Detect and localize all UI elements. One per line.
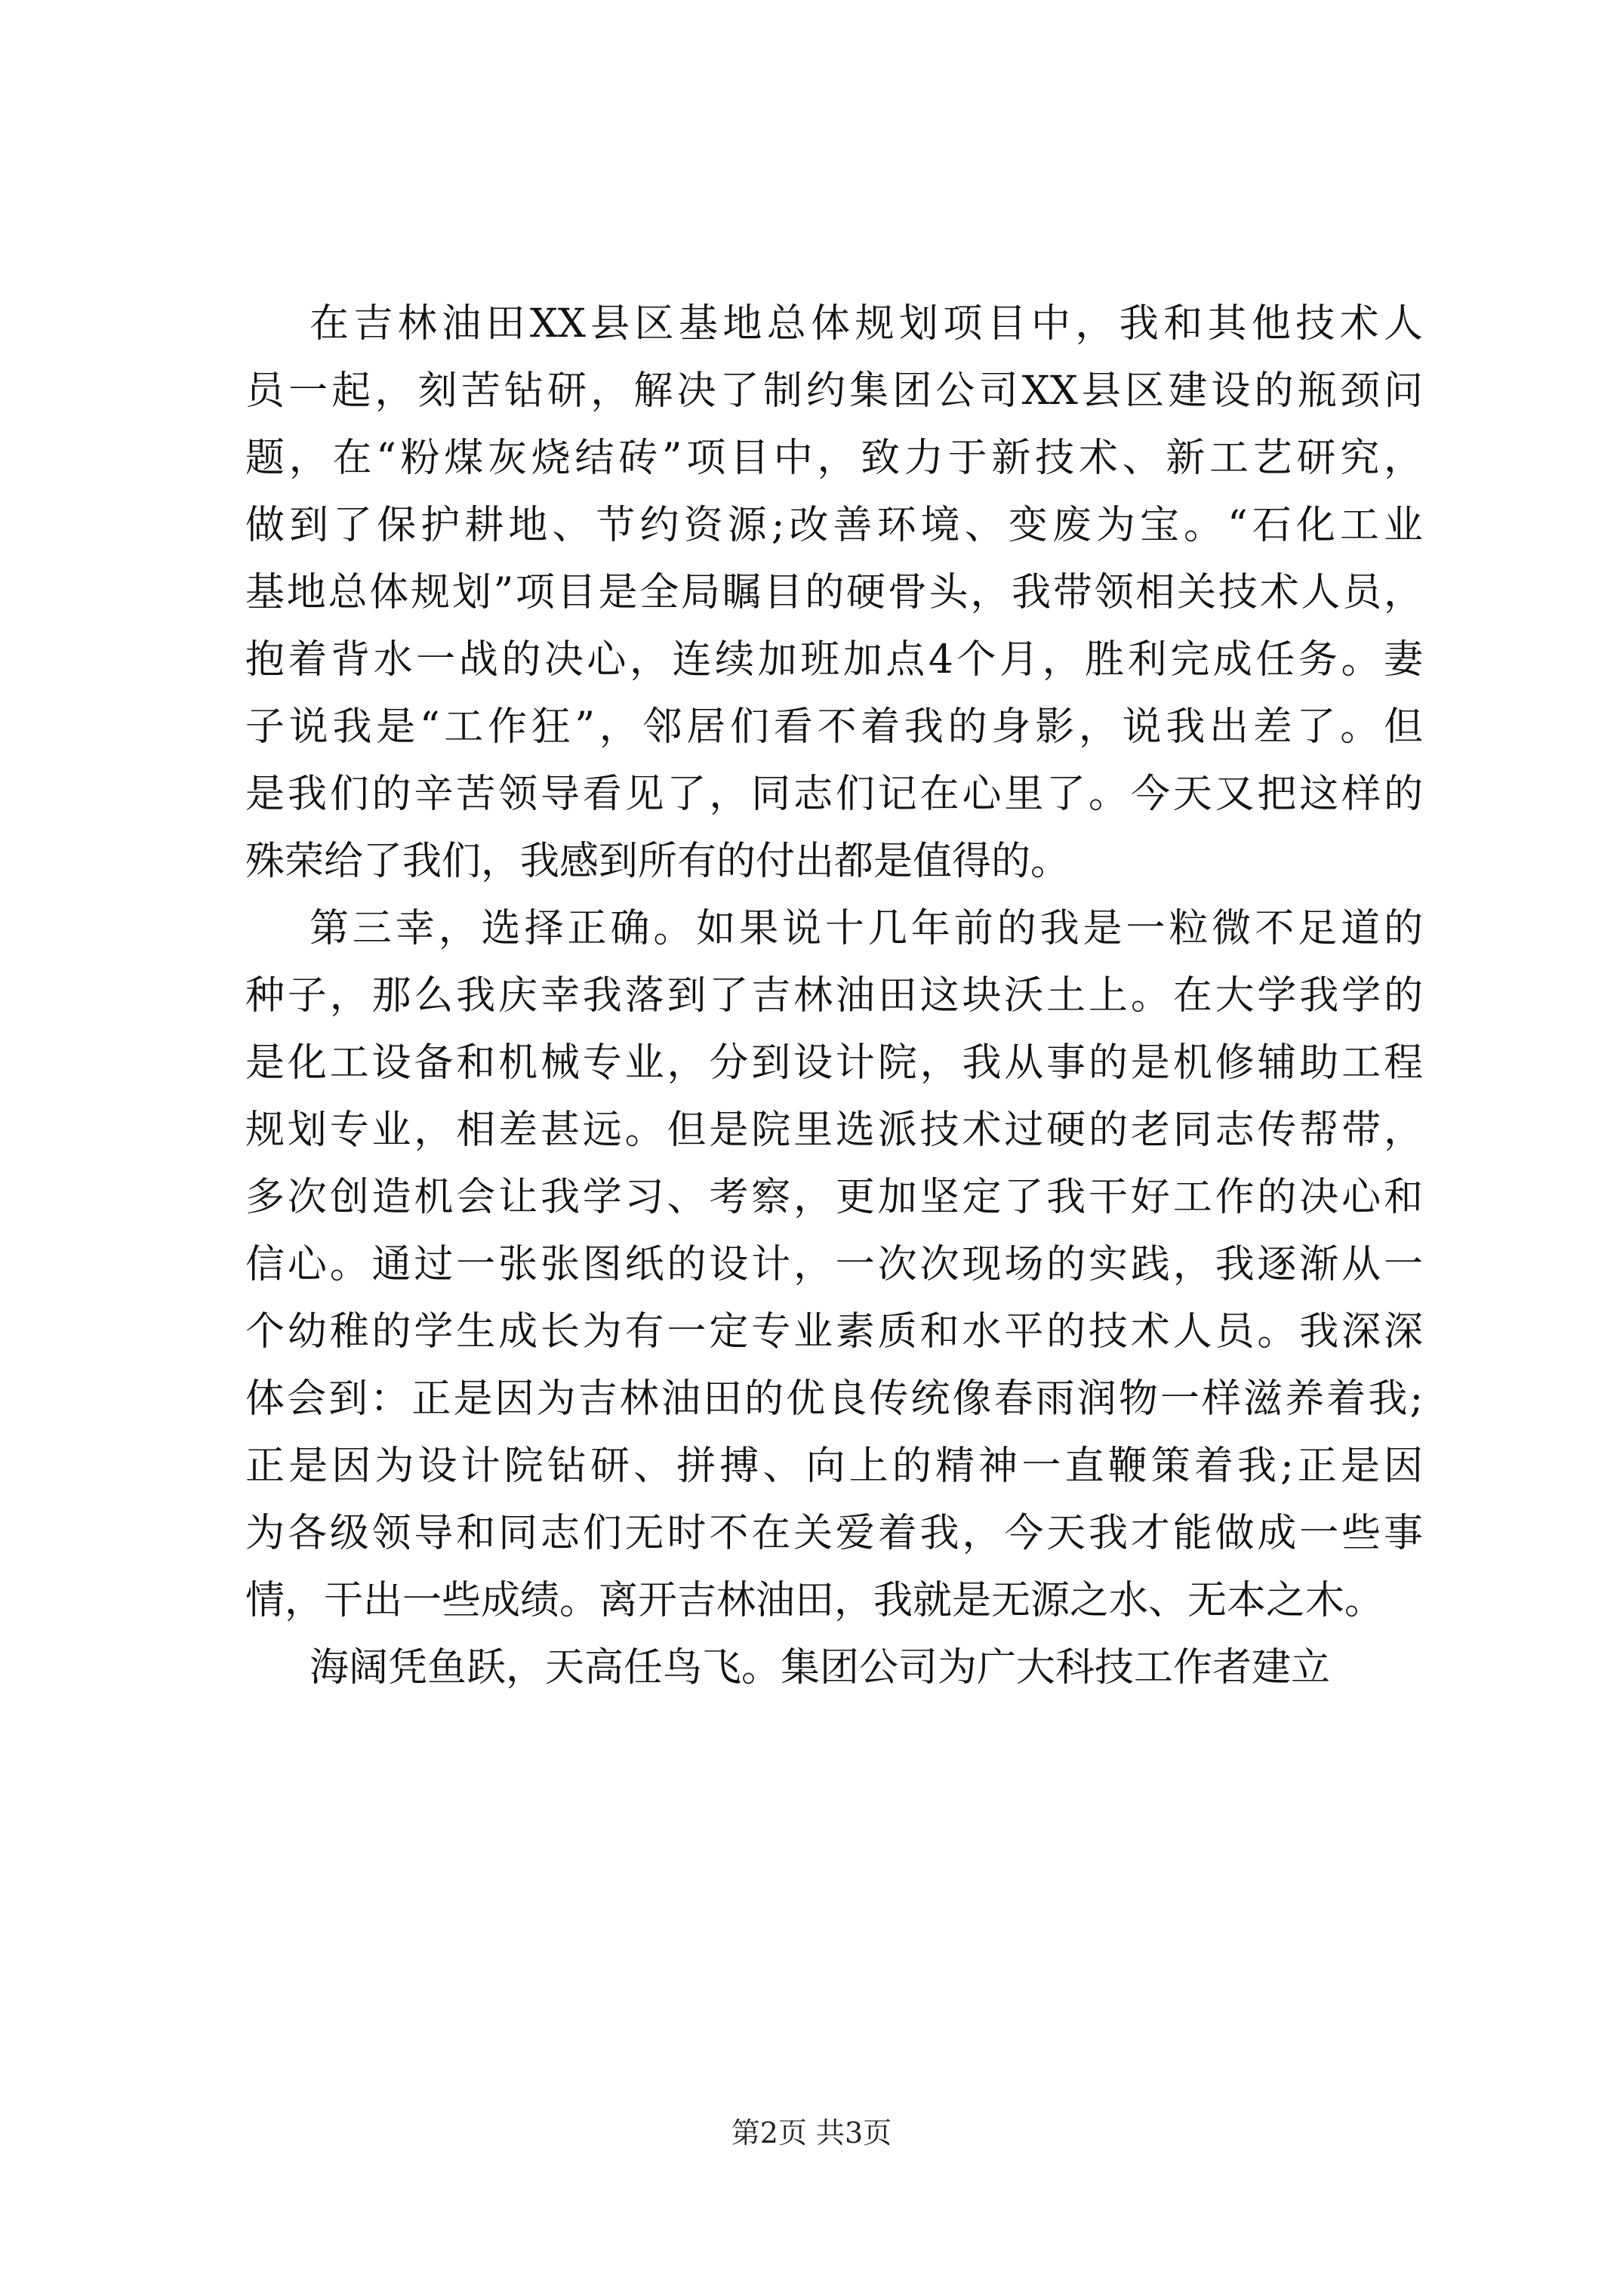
text-line: 第三幸，选择正确。如果说十几年前的我是一粒微不足道的 bbox=[310, 906, 1423, 951]
text-line: 多次创造机会让我学习、考察，更加坚定了我干好工作的决心和 bbox=[245, 1175, 1423, 1220]
text-line: 海阔凭鱼跃，天高任鸟飞。集团公司为广大科技工作者建立 bbox=[310, 1645, 1331, 1690]
text-line: 是化工设备和机械专业，分到设计院，我从事的是机修辅助工程 bbox=[245, 1040, 1423, 1086]
text-line: 殊荣给了我们，我感到所有的付出都是值得的。 bbox=[245, 839, 1070, 884]
text-line: 是我们的辛苦领导看见了，同志们记在心里了。今天又把这样的 bbox=[245, 772, 1423, 817]
text-line: 为各级领导和同志们无时不在关爱着我，今天我才能做成一些事 bbox=[245, 1511, 1423, 1556]
page-number-label: 第2页 共3页 bbox=[731, 2116, 892, 2150]
text-line: 种子，那么我庆幸我落到了吉林油田这块沃土上。在大学我学的 bbox=[245, 973, 1423, 1019]
page-footer bbox=[0, 2114, 1623, 2152]
paragraph-1 bbox=[245, 291, 1423, 895]
text-line: 规划专业，相差甚远。但是院里选派技术过硬的老同志传帮带， bbox=[245, 1108, 1423, 1153]
text-line: 个幼稚的学生成长为有一定专业素质和水平的技术人员。我深深 bbox=[245, 1309, 1423, 1354]
paragraph-2 bbox=[245, 895, 1423, 1635]
text-line: 做到了保护耕地、节约资源;改善环境、变废为宝。“石化工业 bbox=[245, 503, 1423, 548]
text-line: 抱着背水一战的决心，连续加班加点4个月，胜利完成任务。妻 bbox=[245, 637, 1423, 683]
text-line: 正是因为设计院钻研、拼搏、向上的精神一直鞭策着我;正是因 bbox=[245, 1444, 1423, 1489]
text-line: 员一起，刻苦钻研，解决了制约集团公司XX县区建设的瓶颈问 bbox=[245, 368, 1423, 414]
text-line: 信心。通过一张张图纸的设计，一次次现场的实践，我逐渐从一 bbox=[245, 1242, 1423, 1287]
text-line: 情，干出一些成绩。离开吉林油田，我就是无源之水、无本之木。 bbox=[245, 1578, 1384, 1623]
text-line: 题，在“粉煤灰烧结砖”项目中，致力于新技术、新工艺研究， bbox=[245, 436, 1423, 481]
text-line: 体会到：正是因为吉林油田的优良传统像春雨润物一样滋养着我; bbox=[245, 1376, 1423, 1422]
text-line: 子说我是“工作狂”，邻居们看不着我的身影，说我出差了。但 bbox=[245, 704, 1423, 750]
text-line: 基地总体规划”项目是全局瞩目的硬骨头，我带领相关技术人员， bbox=[245, 570, 1423, 615]
text-line: 在吉林油田XX县区基地总体规划项目中，我和其他技术人 bbox=[310, 301, 1423, 347]
paragraph-3 bbox=[245, 1635, 1423, 1702]
body-text bbox=[245, 291, 1423, 1702]
